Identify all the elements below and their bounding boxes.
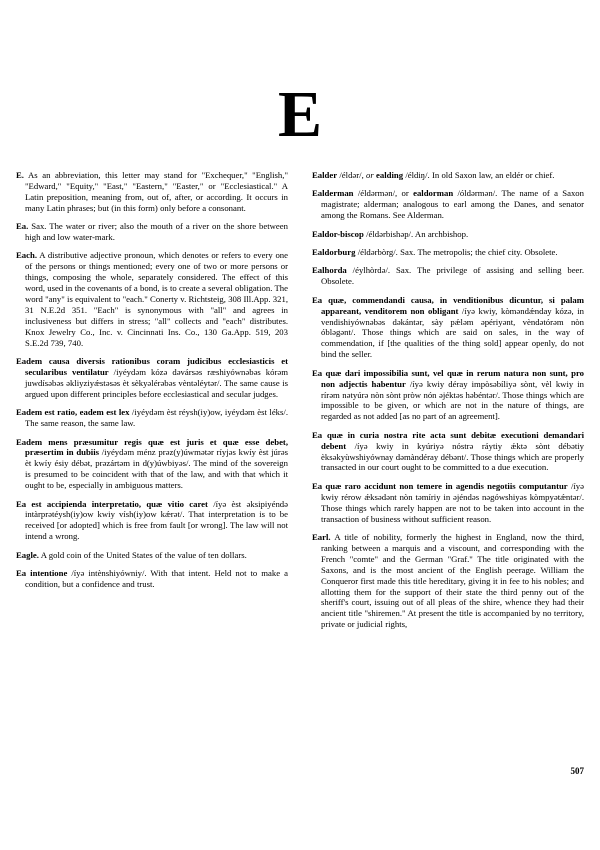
dictionary-entry [312,295,584,360]
entry-headword-variant: ealding [376,170,404,180]
dictionary-entry [16,550,288,561]
dictionary-entry [16,568,288,590]
entry-headword: Eadem causa diversis rationibus coram judicibus ecclesiasticis et secularibus ventilatur [16,356,288,377]
entry-body: A title of nobility, formerly the highest in England, now the third, ranking between a marquis and a viscount, and corresponding with the French "comte" and the German "Graf." The title originated with the Saxons, and is the most ancient of the English peerage. William the Conqueror first made this title hereditary, giving it in fee to his nobles; and allotting them for the support of their state the third penny out of the sheriff's court, issuing out of all pleas of the shire, whence they had their ancient title "shiremen." At present the title is accompanied by no territory, private or judicial rights, [321,531,584,630]
entry-pronunciation: /éldərbishəp/. [363,228,414,239]
entry-headword-variant: ealdorman [413,188,454,199]
dictionary-entry [312,368,584,423]
entry-pronunciation: /éldər/, [337,170,364,180]
entry-body: The same reason, the same law. [25,418,136,429]
entry-pronunciation: /íyə kwiy, kòməndǽnday kózə, in vendishiyównəbəs dəkántər, sày pǽləm əpériyənt, vèndətórəm nòn óbləgənt/. [321,305,584,338]
entry-body: Sax. The privilege of assising and selling beer. Obsolete. [321,265,584,287]
dictionary-entry [312,481,584,525]
entry-headword: Ea intentione [16,568,68,579]
entry-pronunciation: /éylhòrdə/. [346,265,391,276]
entry-headword: Ealdorburg [312,247,356,258]
entry-headword: Ea est accipienda interpretatio, quæ vitio caret [16,498,208,509]
entry-body: The same cause is argued upon different principles before ecclesiastical and secular judges. [25,377,288,399]
two-column-body [16,170,584,750]
entry-body: As an abbreviation, this letter may stand for "Exchequer," "English," "Edward," "Equity," "East," "Eastern," "Easter," or "Ecclesiastical." A Latin preposition, meaning from, out of, after, or according. It occurs in many Latin phrases; but (in this form) only before a consonant. [23,170,288,213]
dictionary-entry [312,229,584,240]
entry-headword: Eagle. [16,549,39,560]
entry-pronunciation-variant: /éldiŋ/. [403,170,430,180]
entry-headword: Ea quæ raro accidunt non temere in agendis negotiis computantur [312,480,568,491]
entry-headword: E. [16,170,24,180]
entry-pronunciation: /iyéydəm ménz prəz(y)úwmətər ríyjəs kwíy èst júrəs èt kwíy ésiy débət, prəzártəm in d(y)úwbiyəs/. [25,447,289,469]
entry-body: Those things which rarely happen are not to be taken into account in the transaction of business without sufficient reason. [321,502,584,524]
entry-pronunciation: /íyə intènshiyówniy/. [67,568,147,579]
entry-headword: Ea quæ dari impossibilia sunt, vel quæ in rerum natura non sunt, pro non adjectis habentur [312,367,584,389]
dictionary-entry [16,499,288,543]
dictionary-entry [16,221,288,243]
entry-headword: Ea quæ, commendandi causa, in venditionibus dicuntur, si palam appareant, venditorem non obligant [312,294,584,316]
entry-pronunciation: /íyə kwiy rérow ǽksədənt nòn təmíriy in əjéndəs nəgówshiyəs kòmpyətǽntər/. [321,480,584,502]
entry-body: A distributive adjective pronoun, which denotes or refers to every one of the persons or things mentioned; every one of two or more persons or things, composing the whole, separately considered. The effect of this word, used in the covenants of a bond, is to create a several obligation. The word "any" is equivalent to "each." Conerty v. Richtsteig, 308 Ill.App. 321, 31 N.E.2d 351. "Each" is synonymous with "all" and agrees in inclusiveness but differs in stress; "all" collects and "each" distributes. Knox Jewelry Co., Inc. v. Cincinnati Ins. Co., 130 Ga.App. 519, 203 S.E.2d 739, 740. [25,250,288,348]
entry-body: An archbishop. [413,228,469,239]
entry-body: With that intent. Held not to make a condition, but a confidence and trust. [25,568,288,589]
entry-pronunciation: /íyə èst əksipiyéndə intàrprətéysh(iy)ow kwiy vísh(iy)ow kǽrət/. [25,498,288,520]
dictionary-entry [16,250,288,348]
dictionary-entry [16,356,288,400]
page-number: 507 [570,766,584,776]
entry-pronunciation: /iyéydəm èst réysh(iy)ow, iyéydəm èst léks/. [129,407,288,418]
entry-connector: or [363,170,377,180]
entry-headword: Ea. [16,221,29,232]
entry-pronunciation: /éldərbòrg/. [355,247,398,258]
entry-body: That interpretation is to be received [or adopted] which is free from fault [or wrong]. The law will not intend a wrong. [25,509,289,542]
entry-headword: Each. [16,250,37,261]
entry-headword: Eadem mens præsumitur regis quæ est juris et quæ esse debet, præsertim in dubiis [16,436,288,458]
column-right [312,170,584,750]
entry-headword: Ea quæ in curia nostra rite acta sunt debitæ executioni demandari debent [312,429,584,451]
entry-body: A gold coin of the United States of the value of ten dollars. [38,549,247,560]
entry-pronunciation: /iyéydəm kózə dəvársəs ræshiyównəbəs kórəm juwdísəbəs əkliyziyǽstəsəs èt sèkyəlérəbəs vèntəléytər/. [25,367,288,388]
dictionary-entry [312,430,584,474]
entry-headword: Ealderman [312,188,354,199]
entry-pronunciation: /éldərmən/, [353,188,398,199]
entry-connector: or [397,188,414,199]
column-left [16,170,288,750]
entry-body: Those things which are properly transacted in our court ought to be committed to a due execution. [321,451,584,473]
entry-headword: Ealdor-biscop [312,228,364,239]
dictionary-entry [312,188,584,221]
entry-body: Sax. The metropolis; the chief city. Obsolete. [397,247,558,258]
entry-body: Sax. The water or river; also the mouth of a river on the shore between high and low water-mark. [25,221,288,243]
entry-headword: Eadem est ratio, eadem est lex [16,407,130,418]
page-letter-header: E [277,78,323,151]
entry-body: In old Saxon law, an eldér or chief. [429,170,555,180]
entry-headword: Earl. [312,531,331,542]
dictionary-entry [312,247,584,258]
dictionary-entry [312,532,584,630]
dictionary-entry [16,407,288,429]
dictionary-entry [16,437,288,492]
entry-headword: Ealder [312,170,338,180]
entry-pronunciation-variant: /óldərmən/. [453,188,498,199]
dictionary-entry [312,170,584,181]
entry-body: The mind of the sovereign is presumed to be coincident with that of the law, and with that which it ought to be, especially in ambiguous matters. [25,458,288,491]
entry-pronunciation: /íyə kwiy déray impòsəbíliyə sònt, vèl kwiy in rírəm nətyúrə nòn sònt pròw nón əjéktəs həbéntər/. [321,378,584,400]
dictionary-entry [312,265,584,287]
entry-headword: Ealhorda [312,265,347,276]
dictionary-entry [16,170,288,214]
entry-body: Those things which are impossible to be given, or which are not in the nature of things, are regarded as not added [as no part of an agreement]. [321,389,584,422]
entry-body: Those things which are said on sales, in the way of commendation, if [the qualities of the thing sold] appear openly, do not bind the seller. [321,327,584,360]
entry-body: The name of a Saxon magistrate; alderman; analogous to earl among the Danes, and senator among the Romans. See Alderman. [321,188,584,221]
entry-pronunciation: /íyə kwiy in kyúriyə nóstrə ráytiy ǽktə sònt débətiy èksəkyùwshiyównay dəmàndéray débənt/. [321,440,584,462]
